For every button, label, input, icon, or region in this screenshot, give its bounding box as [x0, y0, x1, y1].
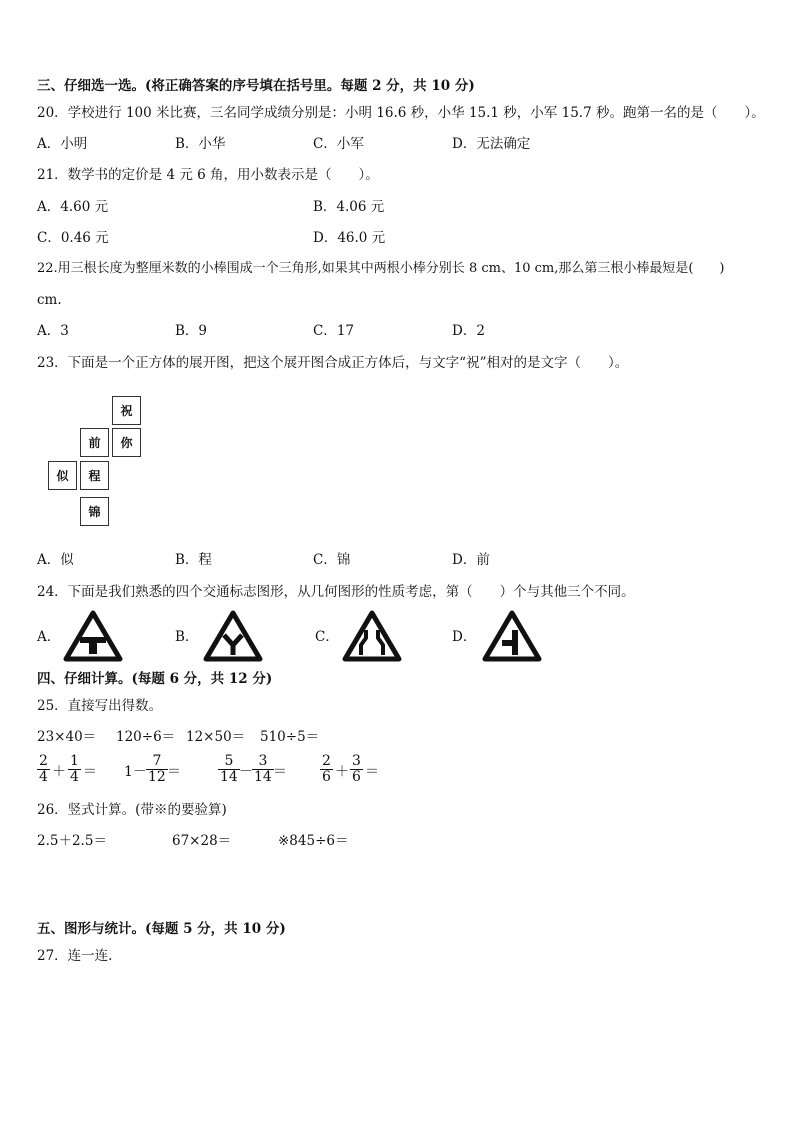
section5-title: 五、图形与统计。(每题 5 分，共 10 分) — [37, 921, 286, 937]
q25-stem: 25．直接写出得数。 — [37, 698, 163, 714]
q26-stem: 26．竖式计算。(带※的要验算) — [37, 802, 227, 818]
q27-stem: 27．连一连. — [37, 948, 113, 964]
q23-option-a[interactable]: A．似 — [37, 552, 74, 568]
q21-stem: 21．数学书的定价是 4 元 6 角，用小数表示是（ ）。 — [37, 167, 379, 183]
net-cell-cheng: 程 — [80, 461, 109, 490]
net-cell-qian: 前 — [80, 428, 109, 457]
q22-option-c[interactable]: C．17 — [313, 323, 355, 339]
q22-option-b[interactable]: B．9 — [175, 323, 208, 339]
fraction-numerator: 3 — [352, 753, 361, 769]
q23-option-c[interactable]: C．锦 — [313, 552, 351, 568]
q26-item-1: 2.5＋2.5＝ — [37, 833, 107, 849]
fraction-1-4 — [68, 754, 81, 785]
q25-item-3: 12×50＝ — [186, 729, 246, 745]
q25-item-2: 120÷6＝ — [116, 729, 176, 745]
q21-option-c[interactable]: C．0.46 元 — [37, 230, 109, 246]
side-road-sign-icon — [482, 610, 542, 662]
cube-net-figure — [46, 392, 146, 532]
t-junction-sign-icon — [63, 610, 123, 662]
fraction-3-6 — [350, 754, 363, 785]
plus-sign: ＋ — [335, 764, 349, 780]
fraction-numerator: 2 — [39, 753, 48, 769]
fraction-denominator: 6 — [352, 769, 361, 785]
q24-option-d[interactable]: D． — [452, 629, 477, 645]
fraction-denominator: 4 — [70, 769, 79, 785]
minus-sign: － — [239, 764, 253, 780]
plus-sign: ＋ — [52, 764, 66, 780]
q23-option-d[interactable]: D．前 — [452, 552, 490, 568]
fraction-7-12 — [146, 754, 168, 785]
section4-title: 四、仔细计算。(每题 6 分，共 12 分) — [37, 671, 273, 687]
section3-title: 三、仔细选一选。(将正确答案的序号填在括号里。每题 2 分，共 10 分) — [37, 78, 475, 94]
net-cell-zhu: 祝 — [112, 396, 141, 425]
q23-option-b[interactable]: B．程 — [175, 552, 212, 568]
fraction-denominator: 12 — [148, 769, 166, 785]
equals-sign: ＝ — [83, 764, 97, 780]
q26-item-2: 67×28＝ — [172, 833, 232, 849]
fraction-denominator: 4 — [39, 769, 48, 785]
q21-option-d[interactable]: D．46.0 元 — [313, 230, 386, 246]
q24-option-a[interactable]: A． — [37, 629, 61, 645]
equals-sign: ＝ — [167, 764, 181, 780]
fraction-denominator: 14 — [220, 769, 238, 785]
fraction-2-4 — [37, 754, 50, 785]
q20-option-d[interactable]: D．无法确定 — [452, 136, 531, 152]
fraction-numerator: 2 — [322, 753, 331, 769]
fraction-numerator: 1 — [70, 753, 79, 769]
road-narrows-sign-icon — [342, 610, 402, 662]
q20-stem: 20．学校进行 100 米比赛，三名同学成绩分别是：小明 16.6 秒，小华 15.1 秒，小军 15.7 秒。跑第一名的是（ ）。 — [37, 105, 765, 121]
y-junction-sign-icon — [203, 610, 263, 662]
equals-sign: ＝ — [365, 764, 379, 780]
q21-option-b[interactable]: B．4.06 元 — [313, 199, 385, 215]
q20-option-c[interactable]: C．小军 — [313, 136, 364, 152]
q22-option-d[interactable]: D．2 — [452, 323, 485, 339]
q25-item-4: 510÷5＝ — [260, 729, 320, 745]
fraction-2-6 — [320, 754, 333, 785]
fraction-3-14 — [252, 754, 274, 785]
q23-stem: 23．下面是一个正方体的展开图，把这个展开图合成正方体后，与文字“祝”相对的是文字（ ）。 — [37, 355, 629, 371]
q24-stem: 24．下面是我们熟悉的四个交通标志图形，从几何图形的性质考虑，第（ ）个与其他三个不同。 — [37, 584, 635, 600]
fraction-denominator: 6 — [322, 769, 331, 785]
q20-option-b[interactable]: B．小华 — [175, 136, 226, 152]
net-cell-ni: 你 — [112, 428, 141, 457]
net-cell-jin: 锦 — [80, 497, 109, 526]
q24-option-b[interactable]: B． — [175, 629, 199, 645]
fraction-numerator: 5 — [224, 753, 234, 769]
fraction-numerator: 7 — [152, 753, 162, 769]
equals-sign: ＝ — [273, 764, 287, 780]
one-minus: 1－ — [124, 764, 147, 780]
q22-stem-line1: 22.用三根长度为整厘米数的小棒围成一个三角形,如果其中两根小棒分别长 8 cm、10 cm,那么第三根小棒最短是( ) — [37, 261, 725, 276]
q26-item-3: ※845÷6＝ — [278, 833, 349, 849]
q20-option-a[interactable]: A．小明 — [37, 136, 88, 152]
net-cell-si: 似 — [48, 461, 77, 490]
q24-option-c[interactable]: C． — [315, 629, 339, 645]
q22-stem-line2: cm. — [37, 292, 62, 308]
fraction-denominator: 14 — [254, 769, 272, 785]
fraction-numerator: 3 — [258, 753, 268, 769]
q22-option-a[interactable]: A．3 — [37, 323, 69, 339]
fraction-5-14 — [218, 754, 240, 785]
q21-option-a[interactable]: A．4.60 元 — [37, 199, 109, 215]
q25-item-1: 23×40＝ — [37, 729, 97, 745]
